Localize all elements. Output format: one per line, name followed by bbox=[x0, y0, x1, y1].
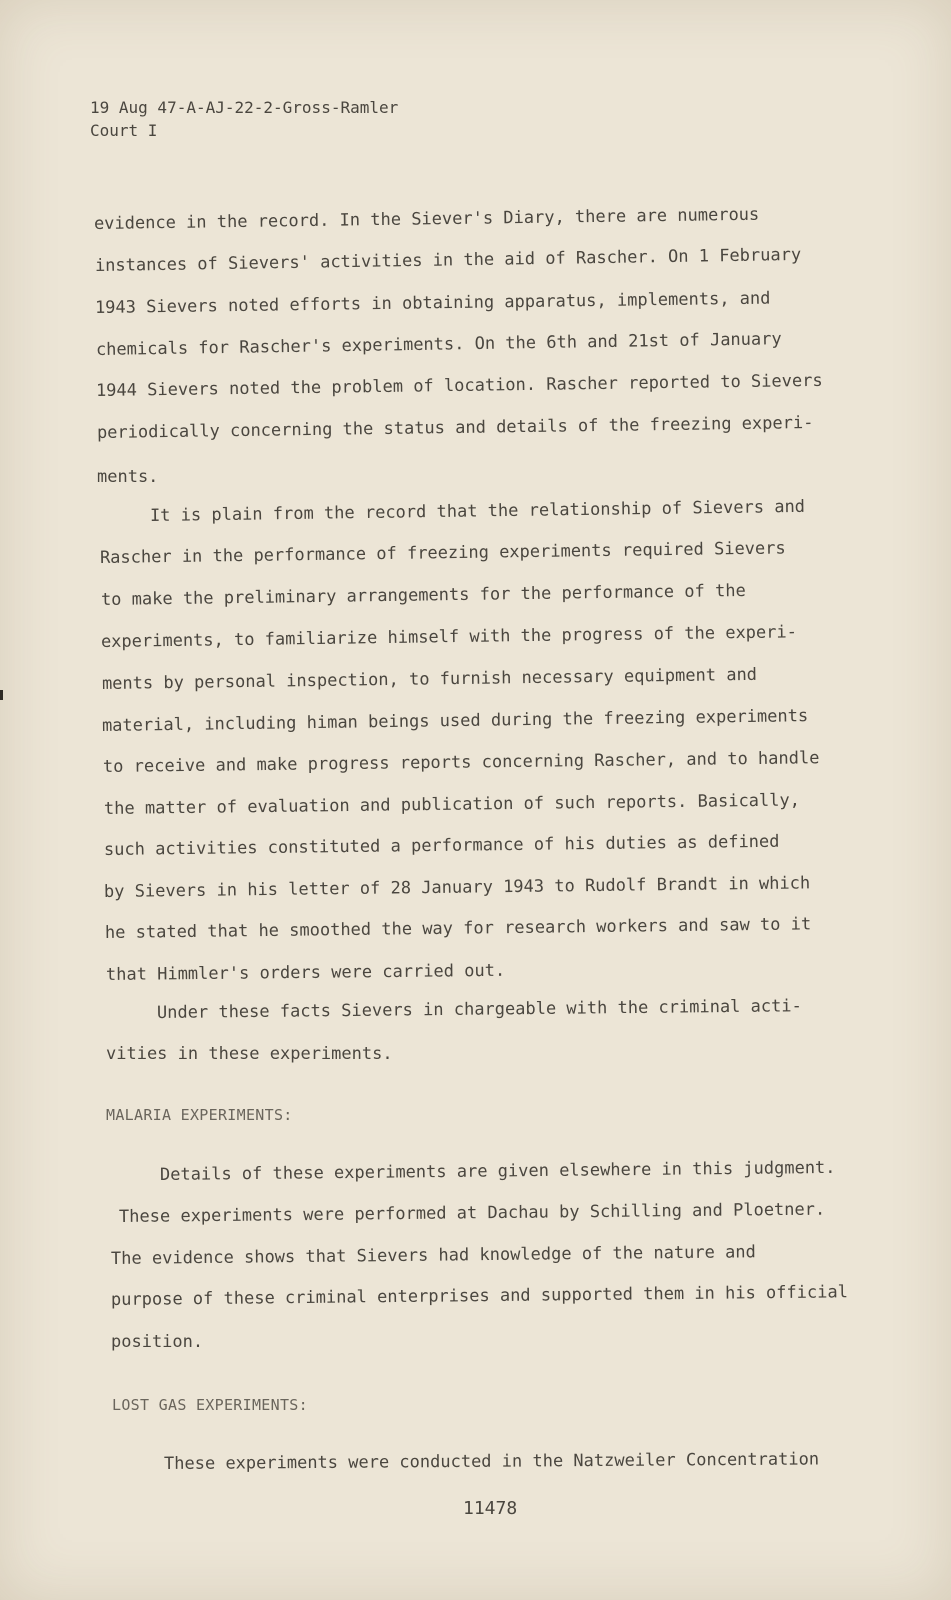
header-reference: 19 Aug 47-A-AJ-22-2-Gross-Ramler bbox=[90, 98, 399, 117]
paragraph2-line: to receive and make progress reports concerning Rascher, and to handle bbox=[102, 748, 820, 777]
paragraph2-line: to make the preliminary arrangements for the performance of the bbox=[100, 580, 746, 610]
paragraph2-line: experiments, to familiarize himself with the progress of the experi- bbox=[100, 622, 798, 652]
malaria-line: The evidence shows that Sievers had knowledge of the nature and bbox=[110, 1242, 756, 1269]
paragraph2-line: Rascher in the performance of freezing experiments required Sievers bbox=[99, 538, 786, 568]
malaria-line: These experiments were performed at Dachau by Schilling and Ploetner. bbox=[118, 1199, 826, 1227]
paragraph2-line: material, including himan beings used during the freezing experiments bbox=[101, 706, 809, 736]
paragraph1-line: 1944 Sievers noted the problem of location. Rascher reported to Sievers bbox=[95, 370, 823, 401]
paragraph2-line: by Sievers in his letter of 28 January 1943 to Rudolf Brandt in which bbox=[103, 873, 811, 902]
page-number: 11478 bbox=[463, 1498, 518, 1519]
header-court: Court I bbox=[90, 121, 158, 140]
paragraph2-line: the matter of evaluation and publication of such reports. Basically, bbox=[103, 790, 801, 819]
page-edge-mark bbox=[0, 690, 3, 700]
paragraph1-line: evidence in the record. In the Siever's Diary, there are numerous bbox=[93, 204, 760, 234]
malaria-line: position. bbox=[111, 1332, 204, 1352]
paragraph2-line: such activities constituted a performance of his duties as defined bbox=[103, 831, 780, 860]
paragraph1-line: instances of Sievers' activities in the aid of Rascher. On 1 February bbox=[94, 244, 802, 276]
paragraph2-line: ments by personal inspection, to furnish necessary equipment and bbox=[101, 664, 758, 694]
paragraph2-line: that Himmler's orders were carried out. bbox=[105, 960, 506, 985]
malaria-line: purpose of these criminal enterprises and supported them in his official bbox=[110, 1282, 848, 1310]
paragraph3-line: vities in these experiments. bbox=[106, 1044, 393, 1064]
paragraph1-line: periodically concerning the status and details of the freezing experi- bbox=[96, 412, 814, 443]
lost-gas-line: These experiments were conducted in the Natzweiler Concentration bbox=[163, 1449, 820, 1474]
section-heading-lost-gas: LOST GAS EXPERIMENTS: bbox=[112, 1396, 308, 1414]
section-heading-malaria: MALARIA EXPERIMENTS: bbox=[106, 1106, 293, 1124]
paragraph2-line: It is plain from the record that the relationship of Sievers and bbox=[149, 496, 806, 526]
paragraph1-line: ments. bbox=[97, 467, 159, 487]
paragraph1-line: 1943 Sievers noted efforts in obtaining apparatus, implements, and bbox=[94, 288, 771, 318]
paragraph1-line: chemicals for Rascher's experiments. On the 6th and 21st of January bbox=[95, 329, 782, 360]
paragraph2-line: he stated that he smoothed the way for research workers and saw to it bbox=[104, 914, 812, 943]
malaria-line: Details of these experiments are given elsewhere in this judgment. bbox=[159, 1157, 836, 1185]
paragraph3-line: Under these facts Sievers in chargeable with the criminal acti- bbox=[156, 996, 802, 1023]
